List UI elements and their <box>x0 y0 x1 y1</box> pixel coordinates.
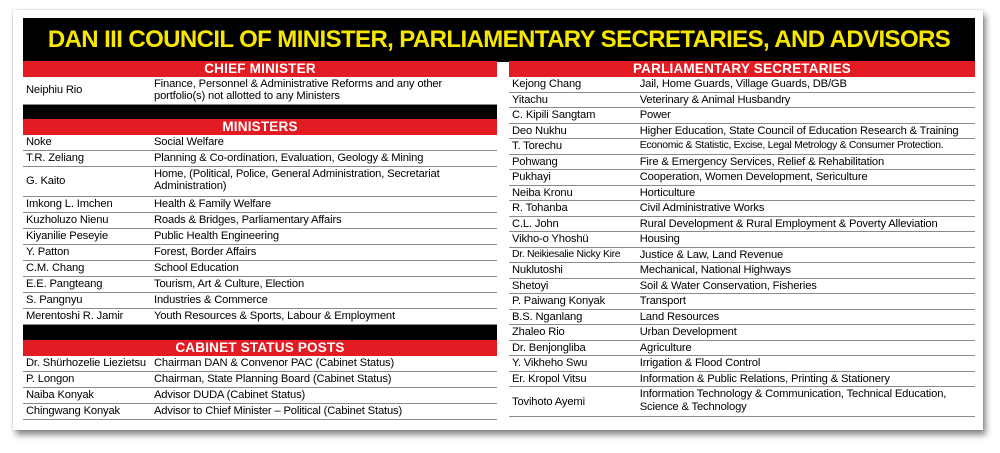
member-portfolio: Finance, Personnel & Administrative Reforms and any other portfolio(s) not allotted to any Ministers <box>154 78 443 103</box>
member-portfolio: Higher Education, State Council of Education Research & Training <box>639 124 959 137</box>
member-portfolio: Urban Development <box>639 326 737 339</box>
title-bar <box>23 18 975 62</box>
member-name: Tovihoto Ayemi <box>512 395 585 408</box>
member-name: Neiphiu Rio <box>26 84 83 97</box>
member-portfolio: Public Health Engineering <box>154 230 279 243</box>
table-row <box>23 229 497 245</box>
ministers-heading: MINISTERS <box>23 119 497 135</box>
member-portfolio: Forest, Border Affairs <box>154 246 257 259</box>
member-name: T. Torechu <box>512 140 562 153</box>
page-title: DAN III COUNCIL OF MINISTER, PARLIAMENTARY SECRETARIES, AND ADVISORS <box>47 26 951 53</box>
table-row <box>509 310 975 326</box>
member-name: Dr. Shürhozelie Liezietsu <box>26 357 147 370</box>
table-row <box>23 197 497 213</box>
member-name: R. Tohanba <box>512 202 568 215</box>
member-portfolio: Irrigation & Flood Control <box>639 357 761 370</box>
member-name: T.R. Zeliang <box>26 152 84 165</box>
section-divider <box>23 325 497 340</box>
table-row <box>509 248 975 264</box>
member-name: Kiyanilie Peseyie <box>26 230 109 243</box>
member-name: Yitachu <box>512 93 548 106</box>
chief-minister-heading: CHIEF MINISTER <box>23 61 497 77</box>
cabinet-status-heading: CABINET STATUS POSTS <box>23 340 497 356</box>
member-portfolio: Transport <box>639 295 686 308</box>
member-portfolio: Veterinary & Animal Husbandry <box>639 93 791 106</box>
table-row <box>509 170 975 186</box>
table-row <box>23 372 497 388</box>
table-row <box>509 124 975 140</box>
member-name: Pohwang <box>512 155 558 168</box>
member-name: Shetoyi <box>512 279 549 292</box>
member-name: Kejong Chang <box>512 78 582 91</box>
table-row <box>23 404 497 420</box>
table-row <box>23 356 497 372</box>
table-row <box>509 155 975 171</box>
table-row <box>509 279 975 295</box>
member-name: C. Kipili Sangtam <box>512 109 596 122</box>
member-portfolio: Economic & Statistic, Excise, Legal Metrology & Consumer Protection. <box>639 140 944 152</box>
table-row <box>23 151 497 167</box>
member-portfolio: Health & Family Welfare <box>154 198 271 211</box>
member-portfolio: Information & Public Relations, Printing & Stationery <box>639 372 890 385</box>
member-name: Noke <box>26 136 52 149</box>
member-portfolio: Home, (Political, Police, General Administration, Secretariat Administration) <box>154 168 440 193</box>
member-name: Vikho-o Yhoshü <box>512 233 589 246</box>
council-table-card <box>13 10 983 430</box>
member-portfolio: Chairman DAN & Convenor PAC (Cabinet Status) <box>154 357 395 370</box>
table-row <box>509 356 975 372</box>
table-row <box>23 77 497 105</box>
member-name: E.E. Pangteang <box>26 278 103 291</box>
table-row <box>23 135 497 151</box>
member-portfolio: Chairman, State Planning Board (Cabinet Status) <box>154 373 392 386</box>
member-name: P. Longon <box>26 373 75 386</box>
table-row <box>23 309 497 325</box>
member-portfolio: Agriculture <box>639 341 692 354</box>
table-row <box>23 213 497 229</box>
member-name: B.S. Nganlang <box>512 310 583 323</box>
member-name: Dr. Benjongliba <box>512 341 586 354</box>
member-portfolio: Civil Administrative Works <box>639 202 765 215</box>
table-row <box>23 293 497 309</box>
member-portfolio: Housing <box>639 233 680 246</box>
member-portfolio: Roads & Bridges, Parliamentary Affairs <box>154 214 342 227</box>
table-row <box>23 261 497 277</box>
member-name: P. Paiwang Konyak <box>512 295 606 308</box>
member-name: S. Pangnyu <box>26 294 83 307</box>
table-row <box>509 139 975 155</box>
member-name: C.L. John <box>512 217 559 230</box>
member-name: Y. Patton <box>26 246 70 259</box>
member-name: Y. Vikheho Swu <box>512 357 588 370</box>
member-portfolio: School Education <box>154 262 239 275</box>
member-portfolio: Mechanical, National Highways <box>639 264 791 277</box>
member-name: Nuklutoshi <box>512 264 563 277</box>
table-row <box>509 77 975 93</box>
table-row <box>23 277 497 293</box>
member-portfolio: Justice & Law, Land Revenue <box>639 248 784 261</box>
table-row <box>509 201 975 217</box>
member-name: C.M. Chang <box>26 262 85 275</box>
member-portfolio: Jail, Home Guards, Village Guards, DB/GB <box>639 78 847 91</box>
member-portfolio: Fire & Emergency Services, Relief & Rehabilitation <box>639 155 885 168</box>
member-name: Imkong L. Imchen <box>26 198 113 211</box>
right-column <box>509 61 975 417</box>
member-name: Naiba Konyak <box>26 389 94 402</box>
member-portfolio: Soil & Water Conservation, Fisheries <box>639 279 817 292</box>
member-name: Zhaleo Rio <box>512 326 565 339</box>
section-divider <box>23 105 497 119</box>
member-name: Deo Nukhu <box>512 124 567 137</box>
table-row <box>509 387 975 417</box>
member-portfolio: Advisor DUDA (Cabinet Status) <box>154 389 306 402</box>
member-name: Pukhayi <box>512 171 551 184</box>
member-name: Merentoshi R. Jamir <box>26 310 124 323</box>
table-row <box>509 263 975 279</box>
table-row <box>509 108 975 124</box>
member-portfolio: Industries & Commerce <box>154 294 268 307</box>
member-portfolio: Youth Resources & Sports, Labour & Employment <box>154 310 395 323</box>
table-row <box>509 294 975 310</box>
table-row <box>509 372 975 388</box>
member-name: Neiba Kronu <box>512 186 573 199</box>
member-name: Er. Kropol Vitsu <box>512 372 587 385</box>
table-row <box>23 388 497 404</box>
member-name: Chingwang Konyak <box>26 405 120 418</box>
table-row <box>509 325 975 341</box>
member-name: G. Kaito <box>26 175 66 188</box>
member-portfolio: Tourism, Art & Culture, Election <box>154 278 305 291</box>
table-row <box>509 217 975 233</box>
member-portfolio: Land Resources <box>639 310 720 323</box>
member-portfolio: Rural Development & Rural Employment & Poverty Alleviation <box>639 217 938 230</box>
member-portfolio: Advisor to Chief Minister – Political (Cabinet Status) <box>154 405 403 418</box>
member-portfolio: Social Welfare <box>154 136 224 149</box>
table-row <box>509 341 975 357</box>
table-row <box>23 245 497 261</box>
member-portfolio: Planning & Co-ordination, Evaluation, Geology & Mining <box>154 152 424 165</box>
table-row <box>509 93 975 109</box>
member-portfolio: Information Technology & Communication, Technical Education, Science & Technology <box>639 388 947 413</box>
parliamentary-secretaries-heading: PARLIAMENTARY SECRETARIES <box>509 61 975 77</box>
left-column <box>23 61 497 420</box>
table-row <box>509 232 975 248</box>
table-row <box>509 186 975 202</box>
table-row <box>23 167 497 197</box>
member-name: Dr. Neikiesalie Nicky Kire <box>512 248 621 260</box>
member-portfolio: Cooperation, Women Development, Sericulture <box>639 171 868 184</box>
member-name: Kuzholuzo Nienu <box>26 214 109 227</box>
member-portfolio: Horticulture <box>639 186 696 199</box>
member-portfolio: Power <box>639 109 671 122</box>
